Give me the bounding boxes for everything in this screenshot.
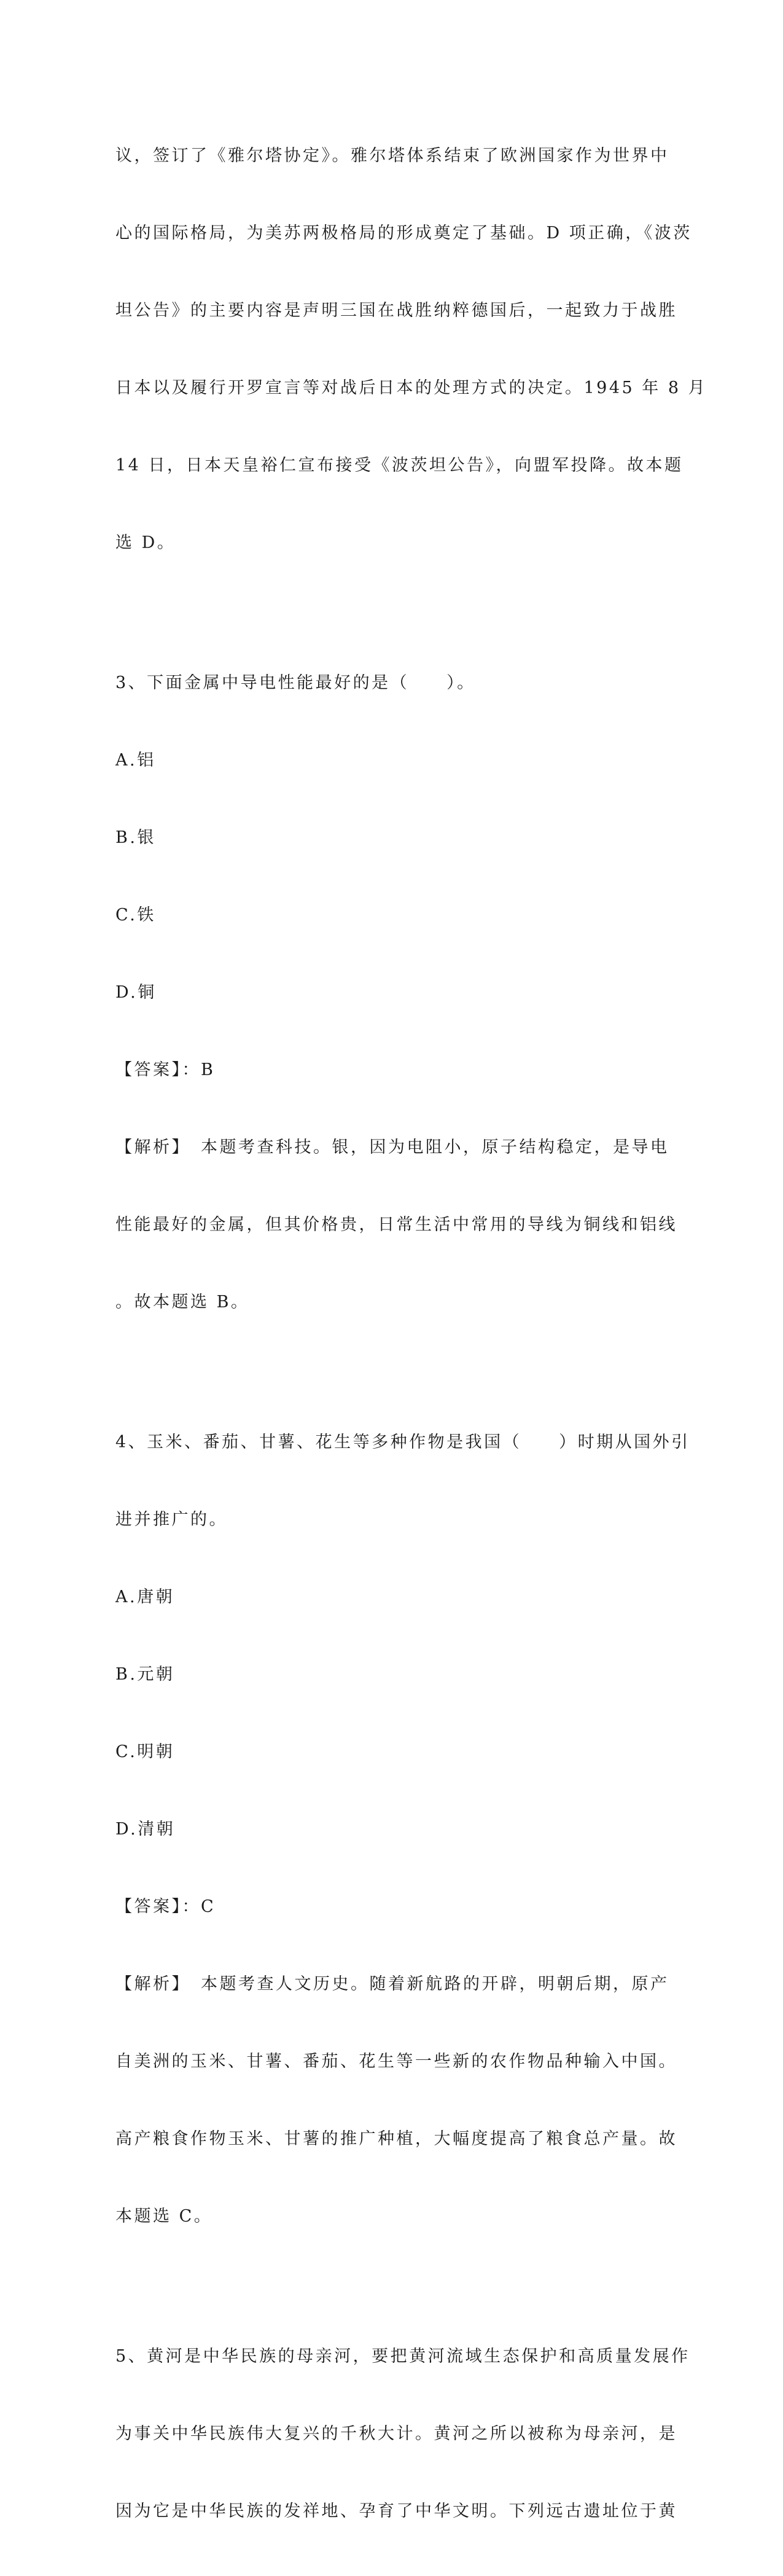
question-stem: 为事关中华民族伟大复兴的千秋大计。黄河之所以被称为母亲河，是 xyxy=(115,2424,677,2443)
question-stem: 因为它是中华民族的发祥地、孕育了中华文明。下列远古遗址位于黄 xyxy=(115,2502,677,2521)
intro-paragraph xyxy=(115,92,707,608)
option-b: B.元朝 xyxy=(115,1665,175,1684)
analysis-line: 自美洲的玉米、甘薯、番茄、花生等一些新的农作物品种输入中国。 xyxy=(115,2052,677,2071)
option-d: D.清朝 xyxy=(115,1820,176,1839)
answer-line: 【答案】：C xyxy=(115,1897,216,1916)
analysis-line: 【解析】 本题考查科技。银，因为电阻小，原子结构稳定，是导电 xyxy=(115,1138,669,1157)
question-stem: 4、玉米、番茄、甘薯、花生等多种作物是我国（ ）时期从国外引 xyxy=(115,1433,690,1452)
analysis-line: 高产粮食作物玉米、甘薯的推广种植，大幅度提高了粮食总产量。故 xyxy=(115,2129,677,2148)
paragraph-gap xyxy=(115,608,668,619)
option-a: A.铝 xyxy=(115,751,156,770)
option-a: A.唐朝 xyxy=(115,1587,175,1607)
option-c: C.明朝 xyxy=(115,1742,175,1761)
analysis-line: 性能最好的金属，但其价格贵，日常生活中常用的导线为铜线和铝线 xyxy=(115,1215,677,1234)
text-line: 14 日，日本天皇裕仁宣布接受《波茨坦公告》，向盟军投降。故本题 xyxy=(115,456,684,475)
text-line: 坦公告》的主要内容是声明三国在战胜纳粹德国后，一起致力于战胜 xyxy=(115,301,677,320)
option-d: D.铜 xyxy=(115,983,157,1002)
question-5 xyxy=(115,2292,690,2576)
text-line: 选 D。 xyxy=(115,533,176,552)
option-b: B.银 xyxy=(115,828,156,847)
analysis-line: 【解析】 本题考查人文历史。随着新航路的开辟，明朝后期，原产 xyxy=(115,1975,669,1994)
text-line: 议，签订了《雅尔塔协定》。雅尔塔体系结束了欧洲国家作为世界中 xyxy=(115,146,669,165)
answer-line: 【答案】：B xyxy=(115,1060,216,1079)
analysis-line: 。故本题选 B。 xyxy=(115,1293,250,1312)
question-stem: 进并推广的。 xyxy=(115,1510,228,1529)
analysis-line: 本题选 C。 xyxy=(115,2207,213,2226)
question-4 xyxy=(115,1378,690,2281)
paragraph-gap xyxy=(115,1367,668,1378)
paragraph-gap xyxy=(115,2281,668,2292)
question-stem: 3、下面金属中导电性能最好的是（ ）。 xyxy=(115,673,476,692)
text-line: 日本以及履行开罗宣言等对战后日本的处理方式的决定。1945 年 8 月 xyxy=(115,378,707,397)
document-body xyxy=(115,92,707,2576)
question-stem: 5、黄河是中华民族的母亲河，要把黄河流域生态保护和高质量发展作 xyxy=(115,2347,690,2366)
option-c: C.铁 xyxy=(115,906,156,925)
text-line: 心的国际格局，为美苏两极格局的形成奠定了基础。D 项正确，《波茨 xyxy=(115,224,692,243)
question-3 xyxy=(115,619,677,1367)
